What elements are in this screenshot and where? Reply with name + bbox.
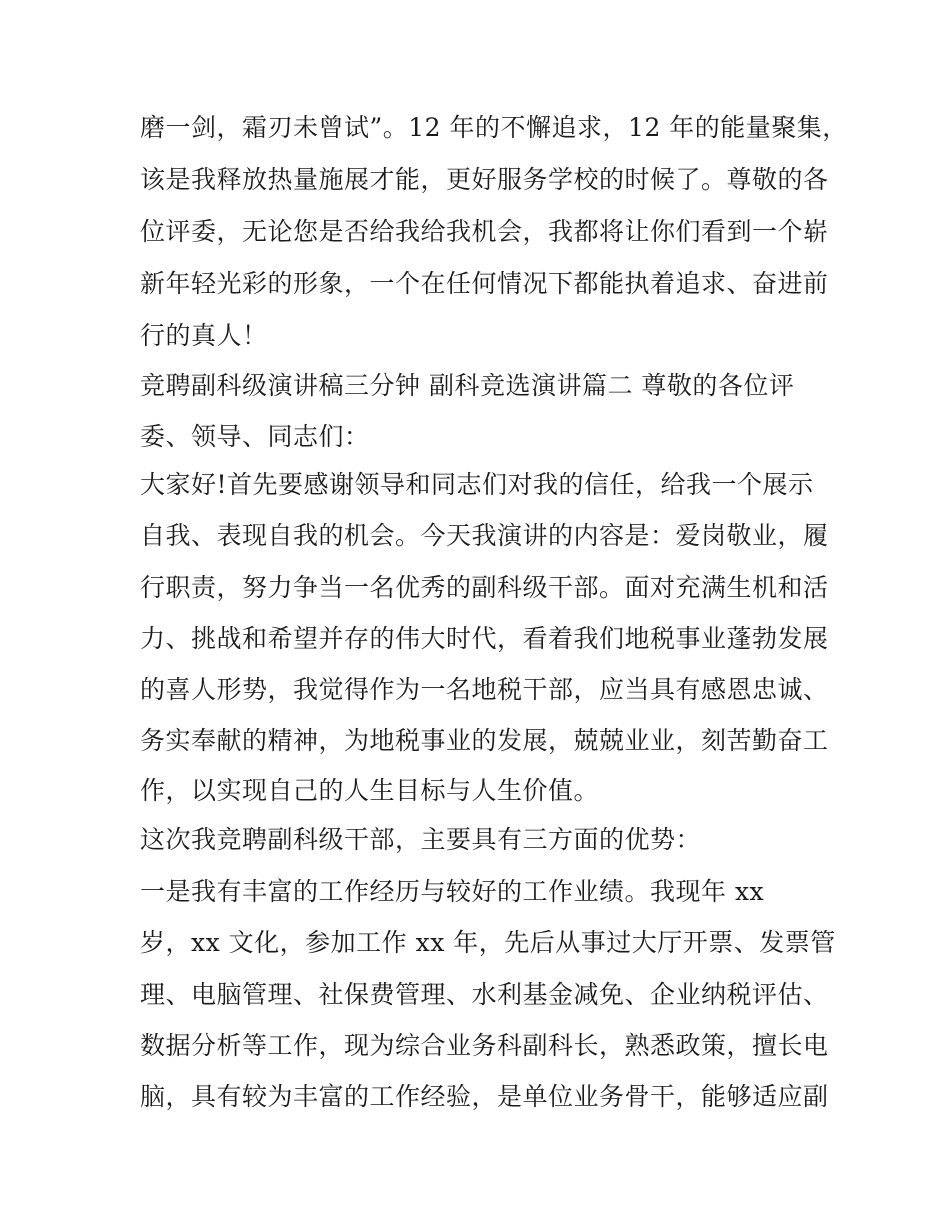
text-line: 数据分析等工作，现为综合业务科副科长，熟悉政策，擅长电 bbox=[140, 1031, 829, 1060]
text-line: 力、挑战和希望并存的伟大时代，看着我们地税事业蓬勃发展 bbox=[140, 624, 829, 653]
text-line: 委、领导、同志们： bbox=[140, 422, 370, 451]
text-line: 岁，xx 文化，参加工作 xx 年，先后从事过大厅开票、发票管 bbox=[140, 928, 836, 957]
text-line: 行职责，努力争当一名优秀的副科级干部。面对充满生机和活 bbox=[140, 573, 829, 602]
text-line: 的喜人形势，我觉得作为一名地税干部，应当具有感恩忠诚、 bbox=[140, 675, 829, 704]
text-line: 大家好!首先要感谢领导和同志们对我的信任，给我一个展示 bbox=[140, 470, 814, 499]
text-line: 行的真人！ bbox=[140, 321, 268, 350]
text-line: 竞聘副科级演讲稿三分钟 副科竞选演讲篇二 尊敬的各位评 bbox=[140, 371, 795, 400]
text-line: 脑，具有较为丰富的工作经验，是单位业务骨干，能够适应副 bbox=[140, 1082, 829, 1111]
text-line: 位评委，无论您是否给我给我机会，我都将让你们看到一个崭 bbox=[140, 217, 829, 246]
text-line: 作，以实现自己的人生目标与人生价值。 bbox=[140, 776, 600, 805]
text-line: 该是我释放热量施展才能，更好服务学校的时候了。尊敬的各 bbox=[140, 165, 829, 194]
text-line: 这次我竞聘副科级干部，主要具有三方面的优势： bbox=[140, 825, 702, 854]
text-line: 新年轻光彩的形象，一个在任何情况下都能执着追求、奋进前 bbox=[140, 269, 829, 298]
text-line: 一是我有丰富的工作经历与较好的工作业绩。我现年 xx bbox=[140, 877, 765, 906]
text-line: 务实奉献的精神，为地税事业的发展，兢兢业业，刻苦勤奋工 bbox=[140, 726, 829, 755]
text-line: 理、电脑管理、社保费管理、水利基金减免、企业纳税评估、 bbox=[140, 980, 829, 1009]
text-line: 自我、表现自我的机会。今天我演讲的内容是：爱岗敬业，履 bbox=[140, 521, 829, 550]
text-line: 磨一剑，霜刃未曾试”。12 年的不懈追求，12 年的能量聚集， bbox=[140, 113, 848, 142]
